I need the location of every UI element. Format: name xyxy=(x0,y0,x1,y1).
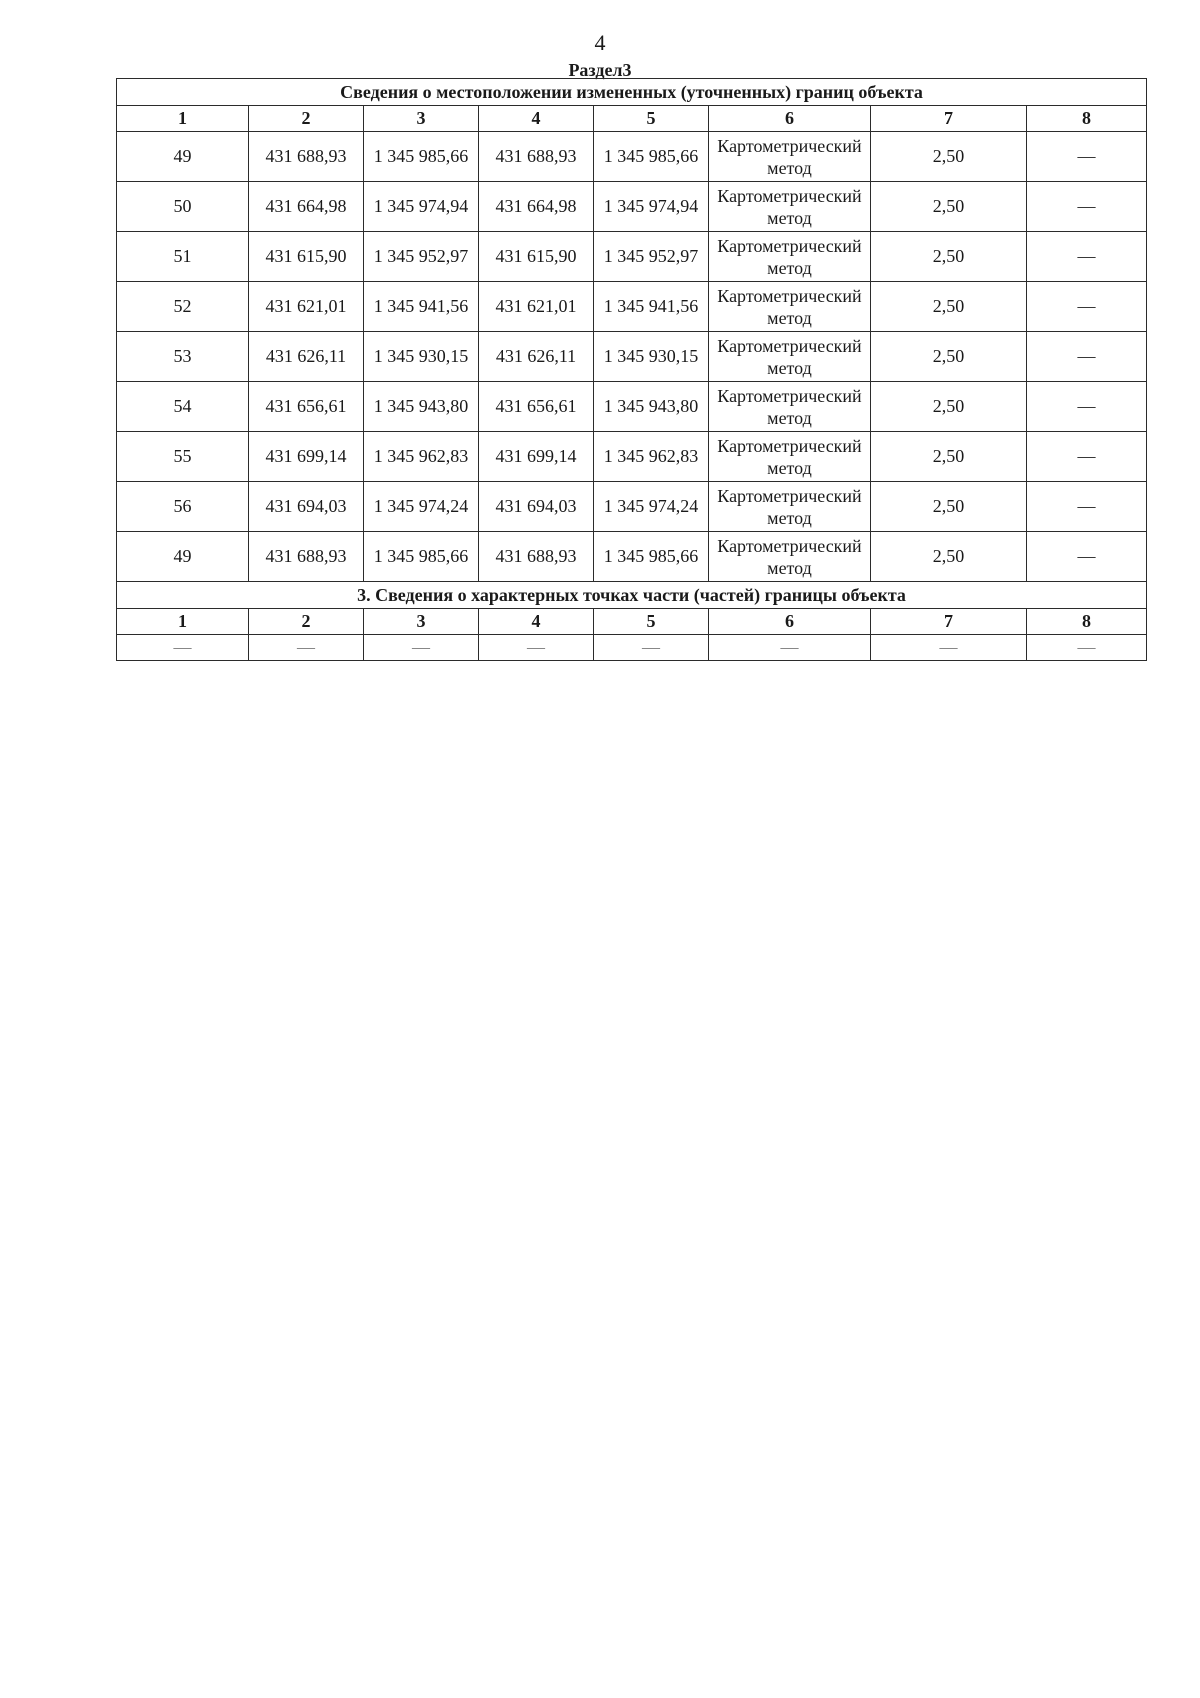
point-number: 49 xyxy=(117,532,249,582)
new-y: 1 345 962,83 xyxy=(594,432,709,482)
new-y: 1 345 985,66 xyxy=(594,132,709,182)
point-number: 51 xyxy=(117,232,249,282)
new-y: 1 345 985,66 xyxy=(594,532,709,582)
empty-cell: — xyxy=(1027,635,1147,661)
point-number: 54 xyxy=(117,382,249,432)
new-y: 1 345 952,97 xyxy=(594,232,709,282)
empty-cell: — xyxy=(117,635,249,661)
description: — xyxy=(1027,382,1147,432)
new-y: 1 345 930,15 xyxy=(594,332,709,382)
existing-y: 1 345 985,66 xyxy=(364,532,479,582)
method: Картометрический метод xyxy=(709,332,871,382)
table1-caption: Сведения о местоположении измененных (уточненных) границ объекта xyxy=(117,79,1147,106)
existing-x: 431 615,90 xyxy=(249,232,364,282)
column-number: 5 xyxy=(594,106,709,132)
empty-cell: — xyxy=(594,635,709,661)
new-x: 431 621,01 xyxy=(479,282,594,332)
existing-y: 1 345 974,24 xyxy=(364,482,479,532)
new-y: 1 345 974,24 xyxy=(594,482,709,532)
description: — xyxy=(1027,232,1147,282)
existing-y: 1 345 974,94 xyxy=(364,182,479,232)
new-y: 1 345 974,94 xyxy=(594,182,709,232)
new-x: 431 664,98 xyxy=(479,182,594,232)
empty-cell: — xyxy=(479,635,594,661)
column-number: 1 xyxy=(117,609,249,635)
column-number: 3 xyxy=(364,609,479,635)
table2-caption: 3. Сведения о характерных точках части (частей) границы объекта xyxy=(117,582,1147,609)
accuracy: 2,50 xyxy=(871,532,1027,582)
empty-cell: — xyxy=(364,635,479,661)
accuracy: 2,50 xyxy=(871,382,1027,432)
table1-caption-row xyxy=(117,79,1147,106)
section-title: Раздел3 xyxy=(568,60,632,80)
table-row xyxy=(117,532,1147,582)
accuracy: 2,50 xyxy=(871,182,1027,232)
accuracy: 2,50 xyxy=(871,132,1027,182)
new-x: 431 688,93 xyxy=(479,132,594,182)
existing-x: 431 688,93 xyxy=(249,532,364,582)
column-number: 4 xyxy=(479,609,594,635)
page-number: 4 xyxy=(594,30,606,55)
new-x: 431 656,61 xyxy=(479,382,594,432)
description: — xyxy=(1027,332,1147,382)
table-row xyxy=(117,382,1147,432)
new-x: 431 694,03 xyxy=(479,482,594,532)
table-row xyxy=(117,432,1147,482)
table2-empty-row xyxy=(117,635,1147,661)
boundary-table xyxy=(116,78,1147,661)
existing-y: 1 345 941,56 xyxy=(364,282,479,332)
column-number: 6 xyxy=(709,609,871,635)
table2-column-numbers xyxy=(117,609,1147,635)
empty-cell: — xyxy=(709,635,871,661)
accuracy: 2,50 xyxy=(871,232,1027,282)
table2-caption-row xyxy=(117,582,1147,609)
table-row xyxy=(117,332,1147,382)
method: Картометрический метод xyxy=(709,182,871,232)
column-number: 2 xyxy=(249,106,364,132)
existing-y: 1 345 943,80 xyxy=(364,382,479,432)
point-number: 53 xyxy=(117,332,249,382)
point-number: 56 xyxy=(117,482,249,532)
column-number: 4 xyxy=(479,106,594,132)
column-number: 8 xyxy=(1027,609,1147,635)
point-number: 52 xyxy=(117,282,249,332)
existing-x: 431 688,93 xyxy=(249,132,364,182)
method: Картометрический метод xyxy=(709,382,871,432)
empty-cell: — xyxy=(871,635,1027,661)
existing-y: 1 345 962,83 xyxy=(364,432,479,482)
column-number: 6 xyxy=(709,106,871,132)
existing-x: 431 664,98 xyxy=(249,182,364,232)
table-row xyxy=(117,132,1147,182)
point-number: 50 xyxy=(117,182,249,232)
existing-x: 431 621,01 xyxy=(249,282,364,332)
accuracy: 2,50 xyxy=(871,482,1027,532)
existing-y: 1 345 930,15 xyxy=(364,332,479,382)
method: Картометрический метод xyxy=(709,532,871,582)
method: Картометрический метод xyxy=(709,282,871,332)
new-x: 431 688,93 xyxy=(479,532,594,582)
existing-x: 431 694,03 xyxy=(249,482,364,532)
column-number: 7 xyxy=(871,609,1027,635)
table-row xyxy=(117,232,1147,282)
point-number: 49 xyxy=(117,132,249,182)
new-x: 431 699,14 xyxy=(479,432,594,482)
column-number: 1 xyxy=(117,106,249,132)
column-number: 8 xyxy=(1027,106,1147,132)
new-x: 431 626,11 xyxy=(479,332,594,382)
existing-x: 431 656,61 xyxy=(249,382,364,432)
column-number: 5 xyxy=(594,609,709,635)
description: — xyxy=(1027,282,1147,332)
description: — xyxy=(1027,432,1147,482)
method: Картометрический метод xyxy=(709,482,871,532)
description: — xyxy=(1027,182,1147,232)
new-y: 1 345 941,56 xyxy=(594,282,709,332)
table-row xyxy=(117,282,1147,332)
description: — xyxy=(1027,132,1147,182)
column-number: 7 xyxy=(871,106,1027,132)
method: Картометрический метод xyxy=(709,232,871,282)
empty-cell: — xyxy=(249,635,364,661)
accuracy: 2,50 xyxy=(871,282,1027,332)
column-number: 3 xyxy=(364,106,479,132)
table-row xyxy=(117,482,1147,532)
accuracy: 2,50 xyxy=(871,432,1027,482)
table-row xyxy=(117,182,1147,232)
description: — xyxy=(1027,532,1147,582)
description: — xyxy=(1027,482,1147,532)
method: Картометрический метод xyxy=(709,432,871,482)
column-number: 2 xyxy=(249,609,364,635)
new-x: 431 615,90 xyxy=(479,232,594,282)
existing-x: 431 699,14 xyxy=(249,432,364,482)
new-y: 1 345 943,80 xyxy=(594,382,709,432)
point-number: 55 xyxy=(117,432,249,482)
existing-y: 1 345 952,97 xyxy=(364,232,479,282)
existing-y: 1 345 985,66 xyxy=(364,132,479,182)
table1-column-numbers xyxy=(117,106,1147,132)
accuracy: 2,50 xyxy=(871,332,1027,382)
method: Картометрический метод xyxy=(709,132,871,182)
existing-x: 431 626,11 xyxy=(249,332,364,382)
